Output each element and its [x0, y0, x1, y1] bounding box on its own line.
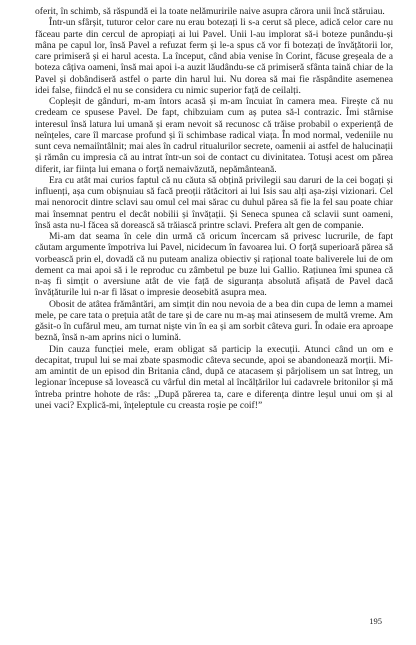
paragraph: Era cu atât mai curios faptul că nu căuta să obțină privilegii sau daruri de la cei bogați și influenți, așa cum obișnuiau să facă preoții rătăcitori ai lui Isis sau alți așa-ziși vizionari. Cel mai nenorocit dintre sclavi sau omul cel mai sărac cu duhul părea să fie la fel sau poate chiar mai însemnat pentru el decât nobilii și învățații. Și Seneca spunea că sclavii sunt oameni, însă asta nu-l făcea să dorească să trăiască printre sclavi. Prefera alt gen de companie.	[35, 174, 393, 231]
paragraph: Obosit de atâtea frământări, am simțit din nou nevoia de a bea din cupa de lemn a mamei mele, pe care tata o prețuia atât de tare și de care nu m-aș mai atinsesem de multă vreme. Am găsit-o în cufărul meu, am turnat niște vin în ea și am sorbit câteva guri. În odaie era aproape beznă, însă n-am aprins nici o lumină.	[35, 298, 393, 344]
paragraph-continued: oferit, în schimb, să răspundă ei la toate nelămuririle naive asupra cărora unii încă stăruiau.	[35, 6, 385, 17]
body-text	[35, 6, 393, 411]
paragraph: Din cauza funcției mele, eram obligat să particip la execuții. Atunci când un om e decapitat, trupul lui se mai zbate spasmodic câteva secunde, apoi se abandonează morții. Mi-am amintit de un episod din Britania când, după ce atacasem și pârjolisem un sat întreg, un legionar începuse să lovească cu vârful din metal al încălțărilor lui cadavrele britonilor și mă întreba printre hohote de râs: „După părerea ta, care e diferența dintre leșul unui om și al unei vaci? Explică-mi, înțeleptule cu creasta roșie pe coif!”	[35, 343, 393, 411]
page-number: 195	[369, 616, 382, 626]
paragraph: Mi-am dat seama în cele din urmă că oricum încercam să privesc lucrurile, de fapt căutam argumente împotriva lui Pavel, nicidecum în favoarea lui. O forță superioară părea să vorbească prin el, dovadă că nu puteam analiza obiectiv și rațional toate baliverele lui de om dement ca mai apoi să i le reproduc cu zâmbetul pe buze lui Gallio. Rațiunea îmi spunea că n-aș fi simțit o aversiune atât de vie față de siguranța absolută afișată de Pavel dacă învățăturile lui n-ar fi lăsat o impresie deosebită asupra mea.	[35, 231, 393, 299]
paragraph: Într-un sfârșit, tuturor celor care nu erau botezați li s-a cerut să plece, adică celor care nu făceau parte din cercul de apropiați ai lui Pavel. Unii l-au implorat să-i boteze punându-și mâna pe capul lor, însă Pavel a refuzat ferm și le-a spus că vor fi botezați de învățătorii lor, care primiseră și ei harul acesta. La început, când abia venise în Corint, făcuse greșeala de a boteza câțiva oameni, însă mai apoi i-a auzit lăudându-se că primiseră sfânta taină chiar de la Pavel și dobândiseră astfel o parte din harul lui. Nu dorea să mai fie răspândite asemenea idei false, fiindcă el nu se considera cu nimic superior față de ceilalți.	[35, 17, 393, 96]
paragraph: Copleșit de gânduri, m-am întors acasă și m-am încuiat în camera mea. Firește că nu credeam ce spusese Pavel. De fapt, chibzuiam cum aș putea să-l contrazic. Îmi stârnise interesul însă latura lui umană și eram nevoit să recunosc că trăise probabil o experiență de neînțeles, care îl marcase profund și îi schimbase radical viața. În mod normal, vedeniile nu sunt ceva nemaiîntâlnit; mai ales în cadrul ritualurilor secrete, oamenii ai astfel de halucinații și rămân cu impresia că au intrat într-un soi de contact cu divinitatea. Totuși acest om părea diferit, iar ființa lui emana o forță nemaivăzută, nepământeană.	[35, 96, 393, 175]
